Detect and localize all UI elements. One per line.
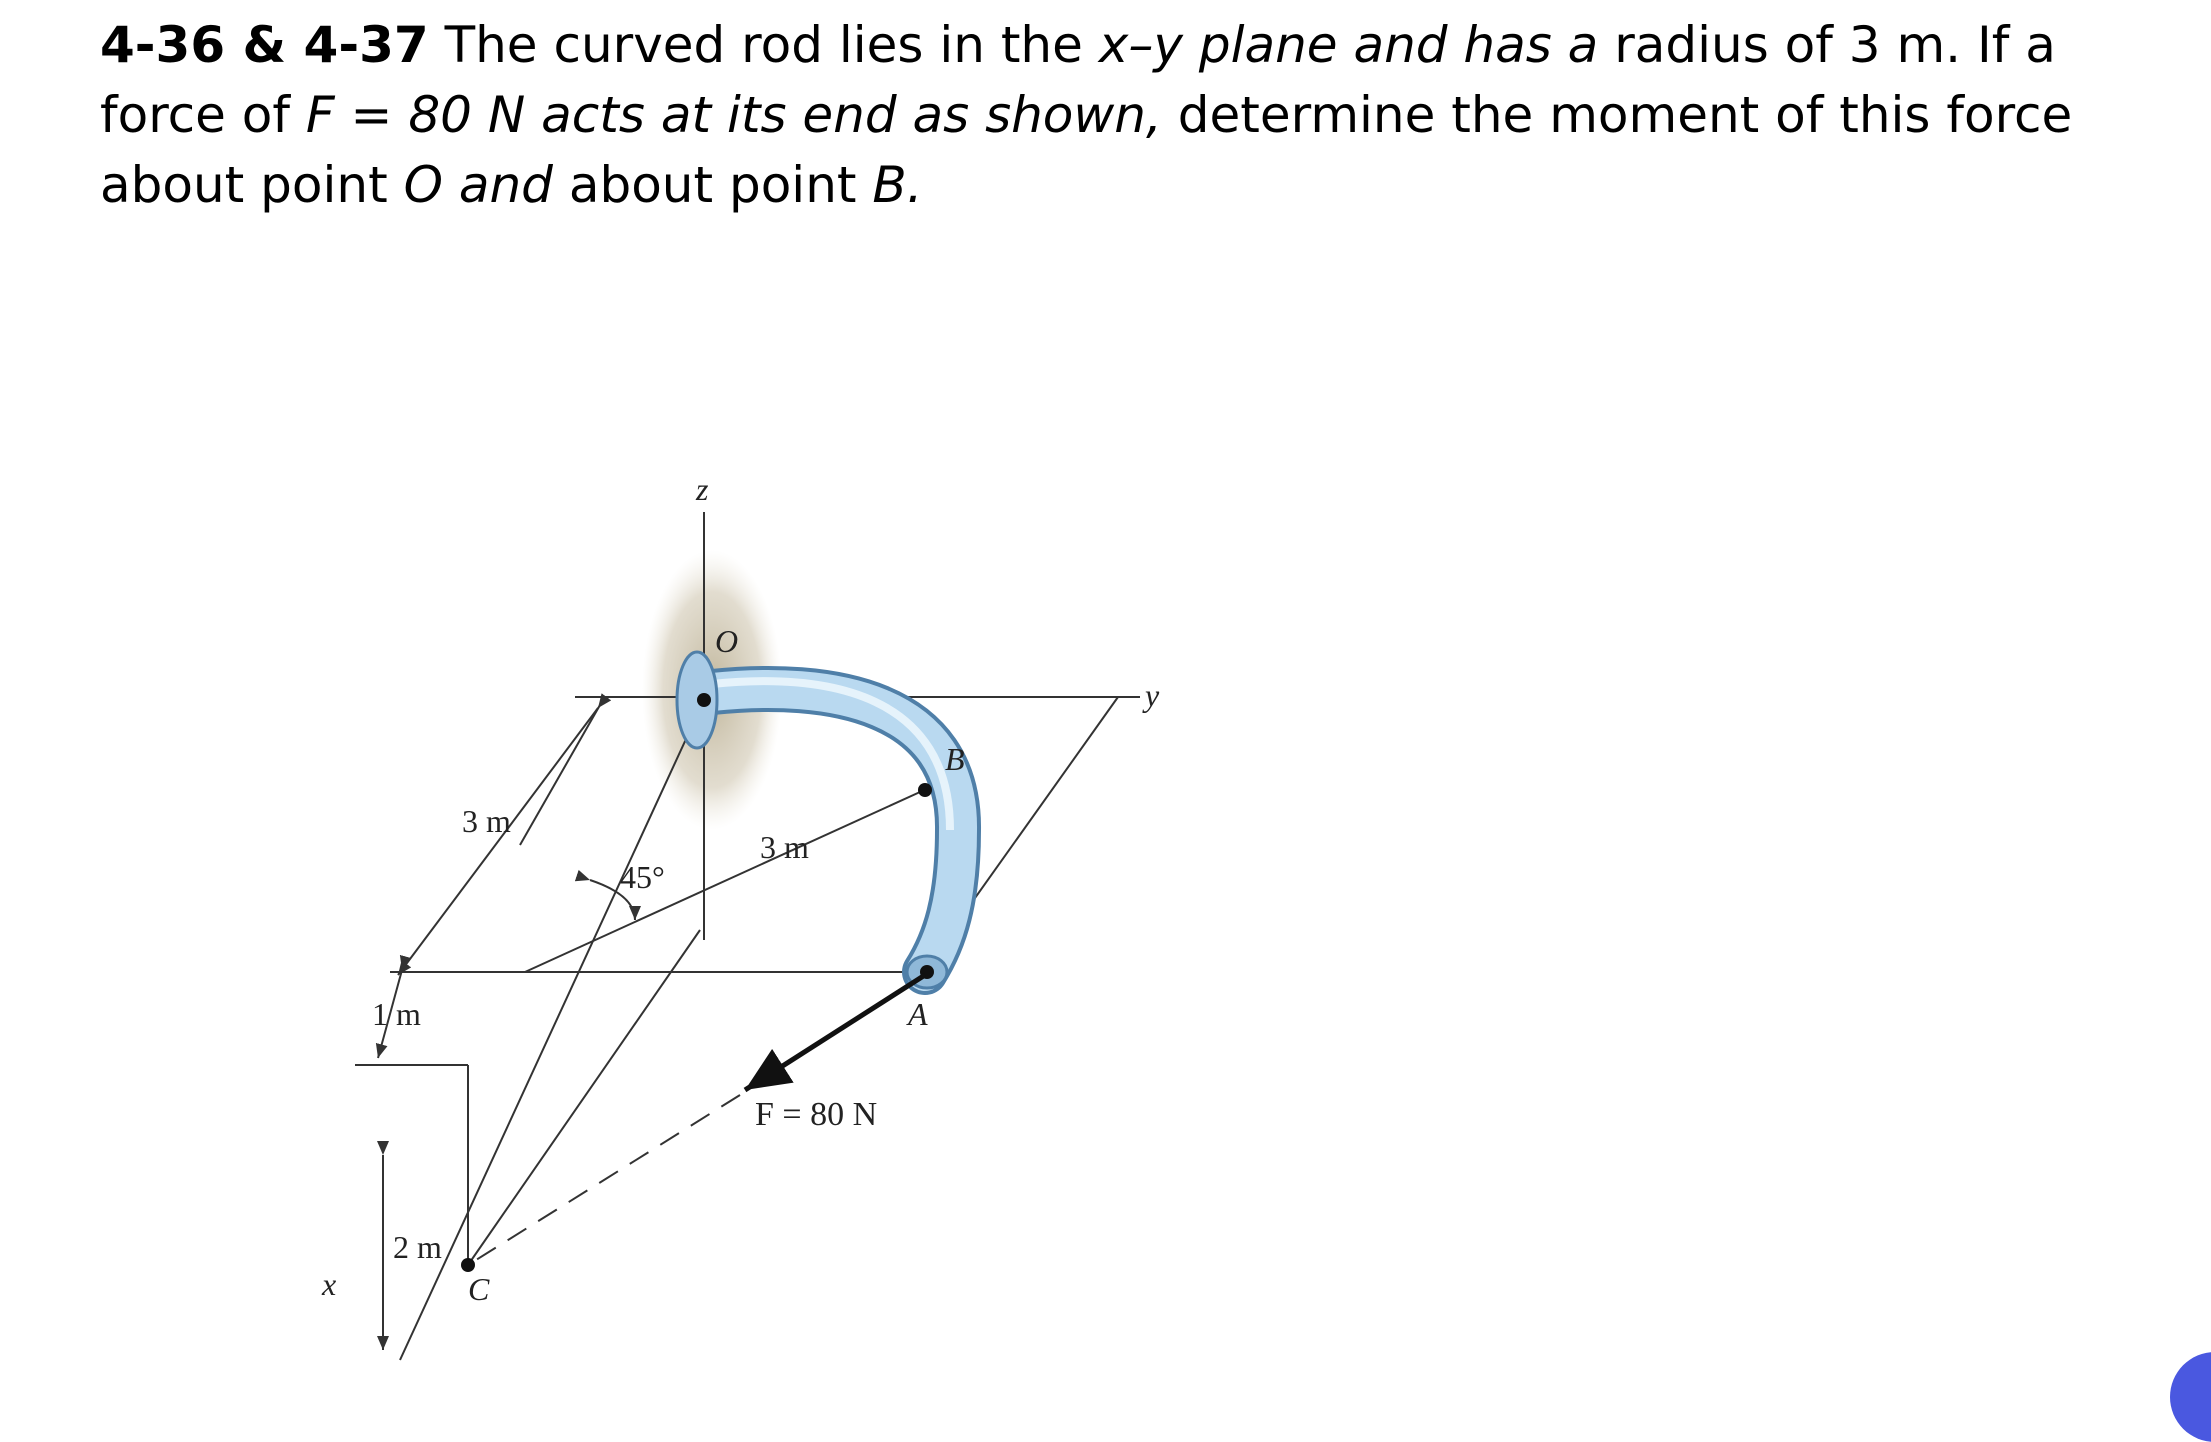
dim-3m-left-line bbox=[398, 708, 598, 975]
problem-text-6: O bbox=[403, 156, 443, 214]
problem-text-5: determine the moment of this force about point bbox=[100, 86, 2073, 214]
point-o-label: O bbox=[715, 623, 739, 659]
x-axis-label: x bbox=[322, 1266, 337, 1302]
force-line-dashed bbox=[468, 1095, 740, 1265]
line-c-to-plane bbox=[468, 930, 700, 1265]
point-c-label: C bbox=[468, 1271, 490, 1307]
problem-number: 4-36 & 4-37 bbox=[100, 16, 429, 74]
problem-text-8: and bbox=[458, 156, 553, 214]
problem-text-10: B. bbox=[872, 156, 923, 214]
point-a-label: A bbox=[908, 996, 928, 1032]
z-axis-label: z bbox=[696, 471, 709, 507]
problem-text-1: The curved rod lies in the bbox=[428, 16, 1099, 74]
point-c-dot bbox=[461, 1258, 475, 1272]
problem-text-2: x–y plane and has a bbox=[1098, 16, 1599, 74]
dim-3m-left-label: 3 m bbox=[462, 803, 511, 839]
dim-1m-label: 1 m bbox=[372, 996, 421, 1032]
plane-edge-right bbox=[970, 697, 1118, 905]
x-axis-line bbox=[400, 700, 704, 1360]
y-axis-label: y bbox=[1145, 677, 1160, 713]
point-b-label: B bbox=[945, 741, 965, 777]
dim-2m-label: 2 m bbox=[393, 1229, 442, 1265]
point-b-dot bbox=[918, 783, 932, 797]
plane-edge-left bbox=[520, 705, 600, 845]
problem-text-4: F = 80 N acts at its end as shown, bbox=[305, 86, 1162, 144]
force-arrow bbox=[745, 975, 925, 1090]
point-o-dot bbox=[697, 693, 711, 707]
angle-label: 45° bbox=[620, 859, 665, 895]
dim-3m-radius-label: 3 m bbox=[760, 829, 809, 865]
problem-text-9: about point bbox=[552, 156, 873, 214]
problem-text-3: radius of 3 m. If a force of bbox=[100, 16, 2056, 144]
force-label: F = 80 N bbox=[755, 1096, 878, 1133]
